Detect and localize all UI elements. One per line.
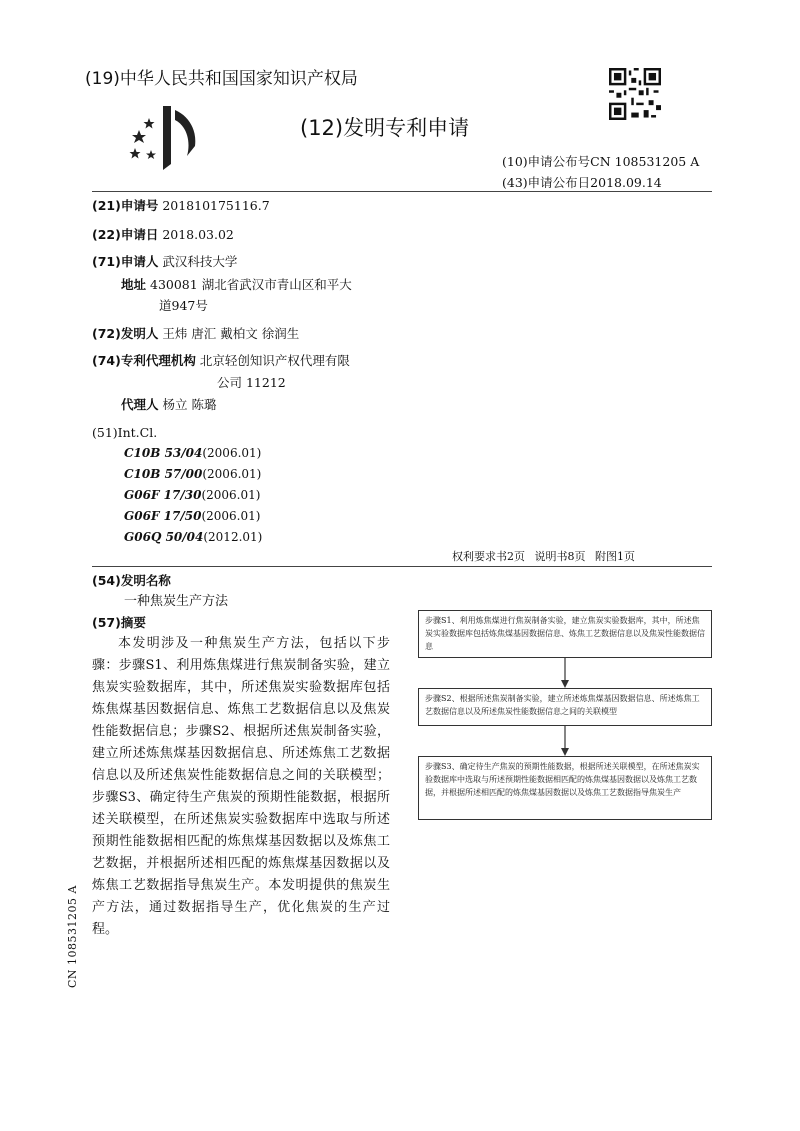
abstract-text: 本发明涉及一种焦炭生产方法，包括以下步骤：步骤S1、利用炼焦煤进行焦炭制备实验，建立焦炭实验数据库，其中，所述焦炭实验数据库包括炼焦煤基因数据信息、炼焦工艺数据信息以及焦炭性能数据信息；步骤S2、根据所述焦炭制备实验，建立所述炼焦煤基因数据信息、所述炼焦工艺数据信息以及所述焦炭性能数据信息之间的关联模型；步骤S3、确定待生产焦炭的预期性能数据，根据所述关联模型，在所述焦炭实验数据库中选取与所述预期性能数据相匹配的炼焦煤基因数据以及炼焦工艺数据，并根据所述相匹配的炼焦煤基因数据以及炼焦工艺数据指导焦炭生产。本发明提供的焦炭生产方法，通过数据指导生产，优化焦炭的生产过程。: [92, 636, 390, 937]
title-label: (54)发明名称: [92, 573, 171, 588]
pub-date-label: (43)申请公布日: [502, 175, 591, 190]
ipc-entry: C10B 53/04(2006.01): [124, 446, 262, 460]
publication-number: [502, 152, 699, 170]
abstract-label: (57)摘要: [92, 615, 146, 630]
pub-date-value: 2018.09.14: [590, 175, 662, 190]
address-line2: 道947号: [159, 298, 208, 313]
logo-star-1: [132, 130, 146, 143]
document-type-title: (12)发明专利申请: [300, 116, 470, 140]
biblio-divider: [92, 566, 712, 567]
agency-line2: 公司 11212: [217, 375, 286, 390]
inventors: (72)发明人 王炜 唐汇 戴柏文 徐润生: [92, 326, 300, 341]
application-number: (21)申请号 201810175116.7: [92, 198, 270, 213]
publication-date: [502, 173, 662, 191]
flow-arrow-down: [558, 658, 572, 688]
ipc-entry: G06Q 50/04(2012.01): [124, 530, 263, 544]
applicant: (71)申请人 武汉科技大学: [92, 254, 238, 269]
flow-arrow-down: [558, 726, 572, 756]
ipc-entry: G06F 17/30(2006.01): [124, 488, 261, 502]
flowchart-step-s2: 步骤S2、根据所述焦炭制备实验，建立所述炼焦煤基因数据信息、所述炼焦工艺数据信息以及所述焦炭性能数据信息之间的关联模型: [418, 688, 712, 726]
ipc-label: (51)Int.Cl.: [92, 425, 158, 440]
logo-star-4: [146, 150, 156, 159]
header-divider: [92, 191, 712, 192]
page-count-info: 权利要求书2页 说明书8页 附图1页: [452, 550, 635, 563]
pub-no-label: (10)申请公布号: [502, 154, 591, 169]
flowchart-step-s1: 步骤S1、利用炼焦煤进行焦炭制备实验，建立焦炭实验数据库，其中，所述焦炭实验数据库包括炼焦煤基因数据信息、炼焦工艺数据信息以及焦炭性能数据信息: [418, 610, 712, 658]
invention-title: 一种焦炭生产方法: [124, 594, 229, 609]
logo-star-2: [144, 118, 155, 129]
flowchart-step-s3: 步骤S3、确定待生产焦炭的预期性能数据，根据所述关联模型，在所述焦炭实验数据库中选取与所述预期性能数据相匹配的炼焦煤基因数据以及炼焦工艺数据，并根据所述相匹配的炼焦煤基因数据以及炼焦工艺数据指导焦炭生产: [418, 756, 712, 820]
address: 地址 430081 湖北省武汉市青山区和平大: [121, 277, 352, 292]
ipc-entry: G06F 17/50(2006.01): [124, 509, 261, 523]
logo-star-3: [130, 148, 141, 159]
agents: 代理人 杨立 陈璐: [121, 397, 217, 412]
office-name: (19)中华人民共和国国家知识产权局: [85, 69, 358, 89]
ipc-entry: C10B 57/00(2006.01): [124, 467, 262, 481]
side-publication-number: CN 108531205 A: [66, 885, 79, 988]
cnipa-logo: [125, 100, 203, 172]
logo-mark: [163, 106, 195, 170]
pub-no-value: CN 108531205 A: [590, 154, 700, 169]
agency: (74)专利代理机构 北京轻创知识产权代理有限: [92, 353, 350, 368]
qr-code[interactable]: [609, 68, 661, 120]
filing-date: (22)申请日 2018.03.02: [92, 227, 234, 242]
